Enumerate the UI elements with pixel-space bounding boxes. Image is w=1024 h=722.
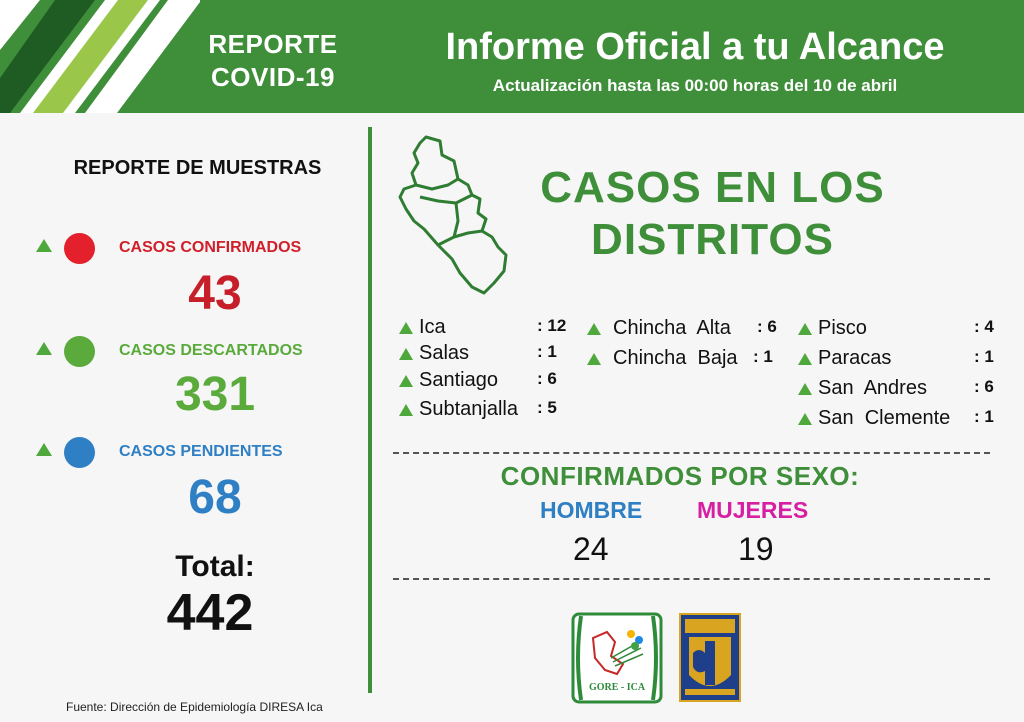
district-name: Salas [419,342,470,364]
district-name: Subtanjalla [419,398,518,420]
up-arrow-icon [36,342,52,355]
district-name: Pisco [818,317,867,339]
up-arrow-icon [36,443,52,456]
dashed-divider [393,578,990,580]
districts-title-line2: DISTRITOS [591,215,834,264]
green-dot-icon [64,336,95,367]
report-badge-line1: REPORTE [208,29,338,59]
district-count: : 1 [974,347,994,366]
district-count: : 1 [974,407,994,426]
up-arrow-icon [399,404,413,416]
district-count: : 6 [537,369,557,388]
districts-title [520,162,905,266]
district-item [399,342,579,366]
district-item [399,398,579,422]
district-name: Paracas [818,347,892,369]
district-item [798,407,998,431]
men-label: HOMBRE [540,497,643,523]
up-arrow-icon [798,383,812,395]
districts-title-line1: CASOS EN LOS [540,163,885,212]
district-item [798,377,998,401]
pending-label: CASOS PENDIENTES [119,443,283,460]
up-arrow-icon [587,323,601,335]
page-title: Informe Oficial a tu Alcance [445,26,945,68]
discarded-label: CASOS DESCARTADOS [119,342,303,359]
total-value: 442 [166,584,254,642]
source-note: Fuente: Dirección de Epidemiología DIRESA Ica [66,700,323,714]
district-count: : 6 [974,377,994,396]
district-name: Chincha Alta [613,317,731,339]
up-arrow-icon [36,239,52,252]
confirmed-value: 43 [188,267,242,320]
up-arrow-icon [399,322,413,334]
red-dot-icon [64,233,95,264]
district-count: : 5 [537,398,557,417]
dashed-divider [393,452,990,454]
up-arrow-icon [399,375,413,387]
district-item [399,316,579,340]
district-name: Ica [419,316,446,338]
report-badge [178,28,368,94]
district-name: Santiago [419,369,498,391]
district-count: : 4 [974,317,994,336]
district-item [798,317,998,341]
ica-crest-logo [679,613,741,702]
report-badge-line2: COVID-19 [211,62,335,92]
blue-dot-icon [64,437,95,468]
district-item [399,369,579,393]
gore-ica-text: GORE - ICA [588,682,646,693]
district-name: San Clemente [818,407,951,429]
women-label: MUJERES [697,497,809,523]
women-value: 19 [738,531,774,567]
column-divider [368,127,372,693]
district-count: : 6 [757,317,777,336]
district-item [587,317,787,341]
pending-value: 68 [188,471,242,524]
up-arrow-icon [798,353,812,365]
district-item [798,347,998,371]
district-count: : 12 [537,316,567,335]
header-stripes [0,0,200,113]
gore-ica-logo [571,612,663,704]
page-subtitle: Actualización hasta las 00:00 horas del 10 de abril [492,76,898,95]
samples-heading: REPORTE DE MUESTRAS [73,157,322,179]
up-arrow-icon [798,413,812,425]
total-label: Total: [175,550,255,583]
district-count: : 1 [753,347,773,366]
up-arrow-icon [798,323,812,335]
up-arrow-icon [587,353,601,365]
district-item [587,347,787,371]
sex-title: CONFIRMADOS POR SEXO: [500,461,860,491]
ica-region-map-icon [398,133,510,295]
header-banner [0,0,1024,113]
men-value: 24 [573,531,609,567]
up-arrow-icon [399,348,413,360]
district-name: Chincha Baja [613,347,738,369]
district-name: San Andres [818,377,927,399]
confirmed-label: CASOS CONFIRMADOS [119,239,302,256]
district-count: : 1 [537,342,557,361]
discarded-value: 331 [174,368,256,421]
